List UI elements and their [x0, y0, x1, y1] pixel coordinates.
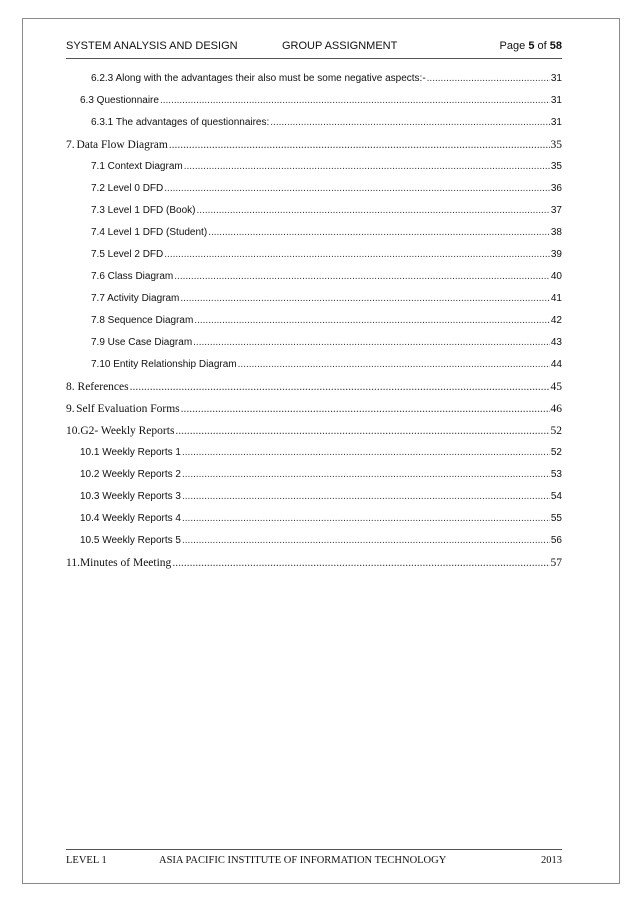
toc-entry-page: 45: [550, 381, 562, 393]
toc-entry-title: 10.2 Weekly Reports 2: [80, 469, 181, 480]
toc-dot-leader: [182, 491, 550, 502]
toc-dot-leader: [182, 447, 550, 458]
toc-entry-title: 10.3 Weekly Reports 3: [80, 491, 181, 502]
toc-entry-number: 9.: [66, 403, 75, 415]
toc-entry-page: 56: [550, 535, 562, 546]
toc-dot-leader: [174, 271, 550, 282]
toc-entry-title: 7.4 Level 1 DFD (Student): [91, 227, 208, 238]
toc-entry-page: 31: [550, 73, 562, 84]
toc-entry-page: 44: [550, 359, 562, 370]
toc-entry-page: 39: [550, 249, 562, 260]
toc-entry-title: 7.2 Level 0 DFD: [91, 183, 164, 194]
toc-entry-number: 7.: [66, 139, 75, 151]
toc-entry-page: 31: [550, 95, 562, 106]
toc-dot-leader: [175, 425, 549, 437]
toc-entry[interactable]: [91, 315, 562, 331]
toc-dot-leader: [182, 513, 550, 524]
toc-entry-page: 40: [550, 271, 562, 282]
toc-entry[interactable]: [80, 491, 562, 507]
header-assignment-title: GROUP ASSIGNMENT: [282, 40, 398, 52]
toc-dot-leader: [169, 139, 550, 151]
toc-dot-leader: [197, 205, 550, 216]
toc-entry-title: 10.4 Weekly Reports 4: [80, 513, 181, 524]
toc-entry-title: References: [77, 381, 129, 393]
toc-dot-leader: [172, 557, 549, 569]
toc-entry-title: 10.5 Weekly Reports 5: [80, 535, 181, 546]
toc-entry-title: 7.8 Sequence Diagram: [91, 315, 194, 326]
toc-entry-page: 46: [550, 403, 562, 415]
toc-entry-page: 52: [550, 447, 562, 458]
toc-entry[interactable]: [66, 381, 562, 397]
toc-entry-page: 35: [550, 139, 562, 151]
header-page-total: 58: [549, 40, 562, 52]
toc-entry-title: 7.9 Use Case Diagram: [91, 337, 193, 348]
toc-entry[interactable]: [91, 183, 562, 199]
toc-dot-leader: [181, 403, 550, 415]
toc-entry[interactable]: [80, 535, 562, 551]
toc-dot-leader: [427, 73, 550, 84]
toc-entry-title: 7.3 Level 1 DFD (Book): [91, 205, 196, 216]
toc-entry-page: 55: [550, 513, 562, 524]
toc-entry-page: 43: [550, 337, 562, 348]
toc-entry[interactable]: [91, 73, 562, 89]
toc-entry[interactable]: [91, 337, 562, 353]
toc-entry[interactable]: [91, 227, 562, 243]
toc-entry[interactable]: [66, 557, 562, 573]
toc-entry[interactable]: [91, 293, 562, 309]
toc-dot-leader: [164, 249, 550, 260]
page-header: [66, 38, 562, 59]
toc-entry-page: 42: [550, 315, 562, 326]
footer-year: 2013: [541, 855, 562, 866]
toc-entry-page: 54: [550, 491, 562, 502]
toc-dot-leader: [182, 469, 550, 480]
toc-entry-title: 6.3.1 The advantages of questionnaires:: [91, 117, 270, 128]
toc-entry[interactable]: [66, 139, 562, 155]
toc-entry[interactable]: [66, 403, 562, 419]
header-page-prefix: Page: [499, 40, 526, 52]
toc-entry-title: G2- Weekly Reports: [80, 425, 175, 437]
toc-entry[interactable]: [80, 95, 562, 111]
toc-entry-title: 7.10 Entity Relationship Diagram: [91, 359, 237, 370]
toc-entry[interactable]: [91, 117, 562, 133]
toc-dot-leader: [208, 227, 550, 238]
toc-entry[interactable]: [80, 513, 562, 529]
toc-entry-title: Minutes of Meeting: [79, 557, 172, 569]
header-page-number: [500, 40, 562, 52]
toc-dot-leader: [184, 161, 550, 172]
toc-entry[interactable]: [66, 425, 562, 441]
toc-entry[interactable]: [80, 447, 562, 463]
toc-entry-title: 7.6 Class Diagram: [91, 271, 174, 282]
toc-entry-number: 10.: [66, 425, 81, 437]
toc-dot-leader: [193, 337, 550, 348]
toc-entry[interactable]: [91, 205, 562, 221]
toc-entry[interactable]: [91, 359, 562, 375]
toc-entry[interactable]: [91, 161, 562, 177]
toc-entry-title: 10.1 Weekly Reports 1: [80, 447, 181, 458]
toc-entry-page: 31: [550, 117, 562, 128]
toc-dot-leader: [130, 381, 550, 393]
toc-dot-leader: [270, 117, 550, 128]
toc-entry-title: 6.3 Questionnaire: [80, 95, 159, 106]
toc-entry-page: 41: [550, 293, 562, 304]
toc-dot-leader: [182, 535, 550, 546]
toc-entry-title: Data Flow Diagram: [76, 139, 168, 151]
toc-entry-title: 6.2.3 Along with the advantages their also must be some negative aspects:-: [91, 73, 426, 84]
toc-entry-title: 7.7 Activity Diagram: [91, 293, 180, 304]
header-page-current: 5: [528, 40, 535, 52]
toc-entry-page: 52: [550, 425, 562, 437]
toc-entry-title: 7.1 Context Diagram: [91, 161, 183, 172]
toc-entry-title: 7.5 Level 2 DFD: [91, 249, 164, 260]
toc-entry-page: 35: [550, 161, 562, 172]
page-footer: [66, 849, 562, 866]
header-course-title: SYSTEM ANALYSIS AND DESIGN: [66, 40, 238, 52]
toc-dot-leader: [238, 359, 550, 370]
toc-dot-leader: [160, 95, 550, 106]
toc-entry-page: 38: [550, 227, 562, 238]
toc-entry-page: 53: [550, 469, 562, 480]
footer-institute: ASIA PACIFIC INSTITUTE OF INFORMATION TECHNOLOGY: [159, 855, 447, 866]
toc-entry-page: 57: [550, 557, 562, 569]
header-page-of: of: [537, 40, 547, 52]
toc-entry-page: 36: [550, 183, 562, 194]
toc-dot-leader: [180, 293, 550, 304]
toc-dot-leader: [164, 183, 550, 194]
toc-entry[interactable]: [80, 469, 562, 485]
toc-entry-page: 37: [550, 205, 562, 216]
toc-entry[interactable]: [91, 271, 562, 287]
toc-dot-leader: [194, 315, 550, 326]
footer-level: LEVEL 1: [66, 855, 107, 866]
toc-entry[interactable]: [91, 249, 562, 265]
toc-entry-title: Self Evaluation Forms: [76, 403, 180, 415]
toc-entry-number: 8.: [66, 381, 75, 393]
toc-entry-number: 11.: [66, 557, 80, 569]
